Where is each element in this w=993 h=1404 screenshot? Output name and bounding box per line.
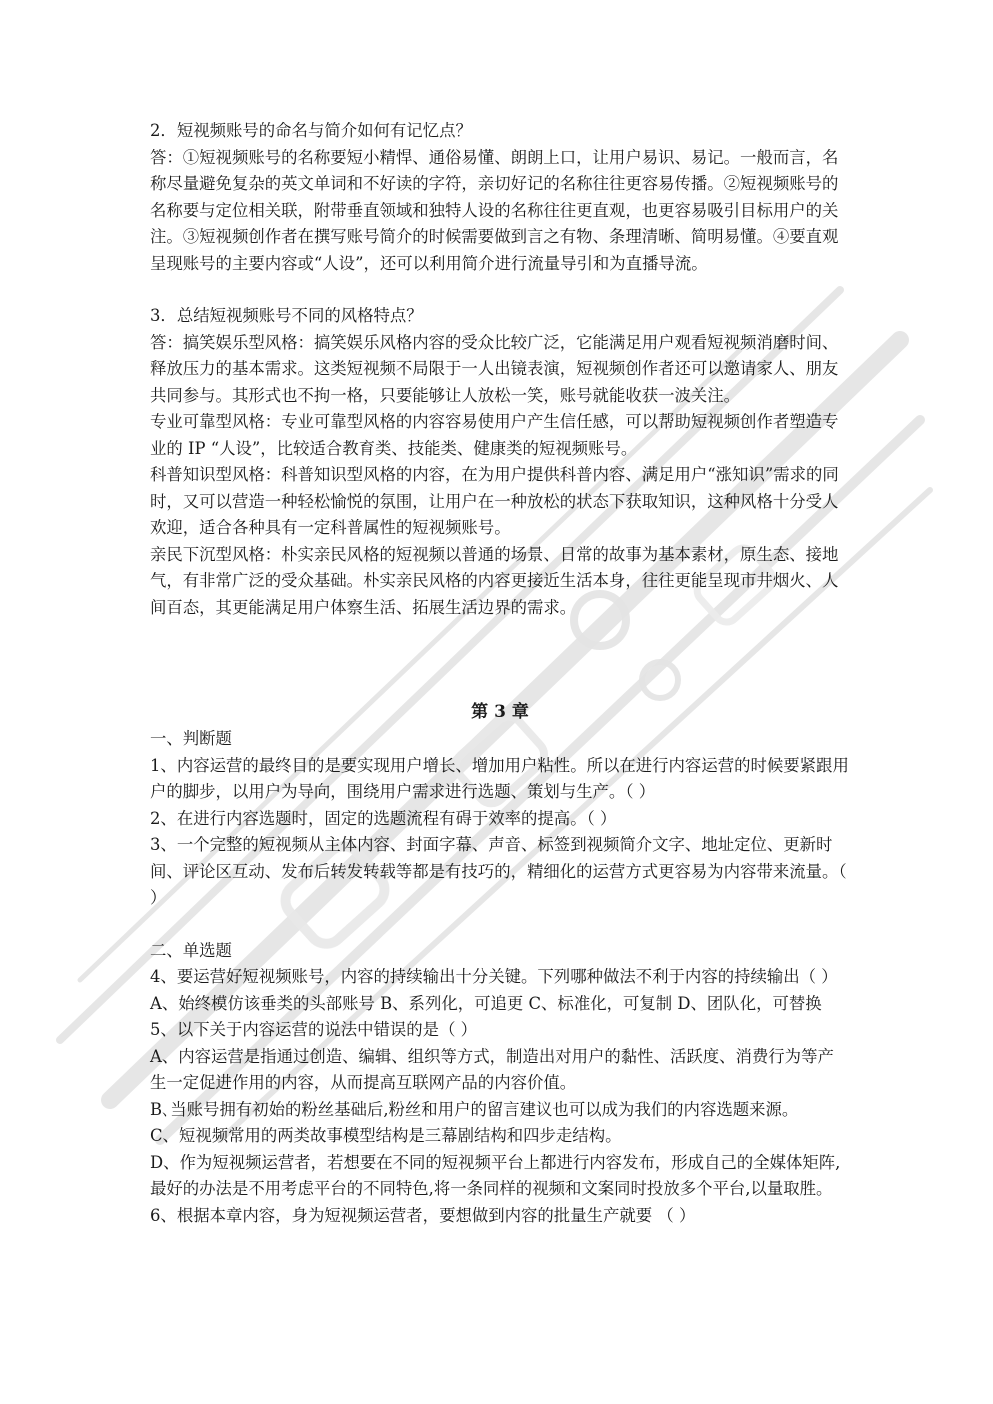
q2-answer: 答：①短视频账号的名称要短小精悍、通俗易懂、朗朗上口，让用户易识、易记。一般而言，名称尽量避免复杂的英文单词和不好读的字符，亲切好记的名称往往更容易传播。②短视频账号的名称要与定位相关联，附带垂直领域和独特人设的名称往往更直观，也更容易吸引目标用户的关注。③短视频创作者在撰写账号简介的时候需要做到言之有物、条理清晰、简明易懂。④要直观呈现账号的主要内容或“人设”，还可以利用简介进行流量导引和为直播导流。 <box>150 147 839 273</box>
spacer <box>150 277 850 303</box>
q4-options: A、始终模仿该垂类的头部账号 B、系列化，可追更 C、标准化，可复制 D、团队化，可替换 <box>150 993 822 1013</box>
spacer <box>150 673 850 699</box>
q4-stem: 4、要运营好短视频账号，内容的持续输出十分关键。下列哪种做法不利于内容的持续输出（ ） <box>150 967 838 986</box>
q3-title: 3．总结短视频账号不同的风格特点？ <box>150 306 423 325</box>
q2-title: 2．短视频账号的命名与简介如何有记忆点？ <box>150 121 472 140</box>
q3-answer-p3: 科普知识型风格：科普知识型风格的内容，在为用户提供科普内容、满足用户“涨知识”需求的同时，又可以营造一种轻松愉悦的氛围，让用户在一种放松的状态下获取知识，这种风格十分受人欢迎，适合各种具有一定科普属性的短视频账号。 <box>150 465 839 537</box>
q3-answer-p4: 亲民下沉型风格：朴实亲民风格的短视频以普通的场景、日常的故事为基本素材，原生态、接地气，有非常广泛的受众基础。朴实亲民风格的内容更接近生活本身，往往更能呈现市井烟火、人间百态，其更能满足用户体察生活、拓展生活边界的需求。 <box>150 544 839 617</box>
q5-option-d: D、作为短视频运营者，若想要在不同的短视频平台上都进行内容发布，形成自己的全媒体矩阵,最好的办法是不用考虑平台的不同特色,将一条同样的视频和文案同时投放多个平台,以量取胜。 <box>150 1152 841 1198</box>
spacer <box>150 621 850 673</box>
q3-answer-p2: 专业可靠型风格：专业可靠型风格的内容容易使用户产生信任感，可以帮助短视频创作者塑造专业的 IP “人设”，比较适合教育类、技能类、健康类的短视频账号。 <box>150 412 839 458</box>
q5-option-a: A、内容运营是指通过创造、编辑、组织等方式，制造出对用户的黏性、活跃度、消费行为等产生一定促进作用的内容，从而提高互联网产品的内容价值。 <box>150 1046 834 1092</box>
spacer <box>150 912 850 938</box>
q5-option-b: B､当账号拥有初始的粉丝基础后,粉丝和用户的留言建议也可以成为我们的内容选题来源。 <box>150 1099 799 1119</box>
single-heading: 二、单选题 <box>150 940 232 960</box>
judge-item-3: 3、一个完整的短视频从主体内容、封面字幕、声音、标签到视频简介文字、地址定位、更新时间、评论区互动、发布后转发转载等都是有技巧的，精细化的运营方式更容易为内容带来流量。（ ） <box>150 835 847 907</box>
q5-stem: 5、以下关于内容运营的说法中错误的是（ ） <box>150 1020 478 1039</box>
judge-item-1: 1、内容运营的最终目的是要实现用户增长、增加用户粘性。所以在进行内容运营的时候要紧跟用户的脚步，以用户为导向，围绕用户需求进行选题、策划与生产。（ ） <box>150 755 849 801</box>
q3-answer-p1: 答：搞笑娱乐型风格：搞笑娱乐风格内容的受众比较广泛，它能满足用户观看短视频消磨时间、释放压力的基本需求。这类短视频不局限于一人出镜表演，短视频创作者还可以邀请家人、朋友共同参与。其形式也不拘一格，只要能够让人放松一笑，账号就能收获一波关注。 <box>150 332 839 405</box>
chapter-title: 第 3 章 <box>471 702 529 722</box>
judge-item-2: 2、在进行内容选题时，固定的选题流程有碍于效率的提高。（ ） <box>150 808 617 828</box>
q5-option-c: C、短视频常用的两类故事模型结构是三幕剧结构和四步走结构。 <box>150 1126 622 1145</box>
judge-heading: 一、判断题 <box>150 729 232 748</box>
document-body <box>150 118 850 1229</box>
q6-stem: 6、根据本章内容，身为短视频运营者，要想做到内容的批量生产就要 （ ） <box>150 1205 696 1225</box>
